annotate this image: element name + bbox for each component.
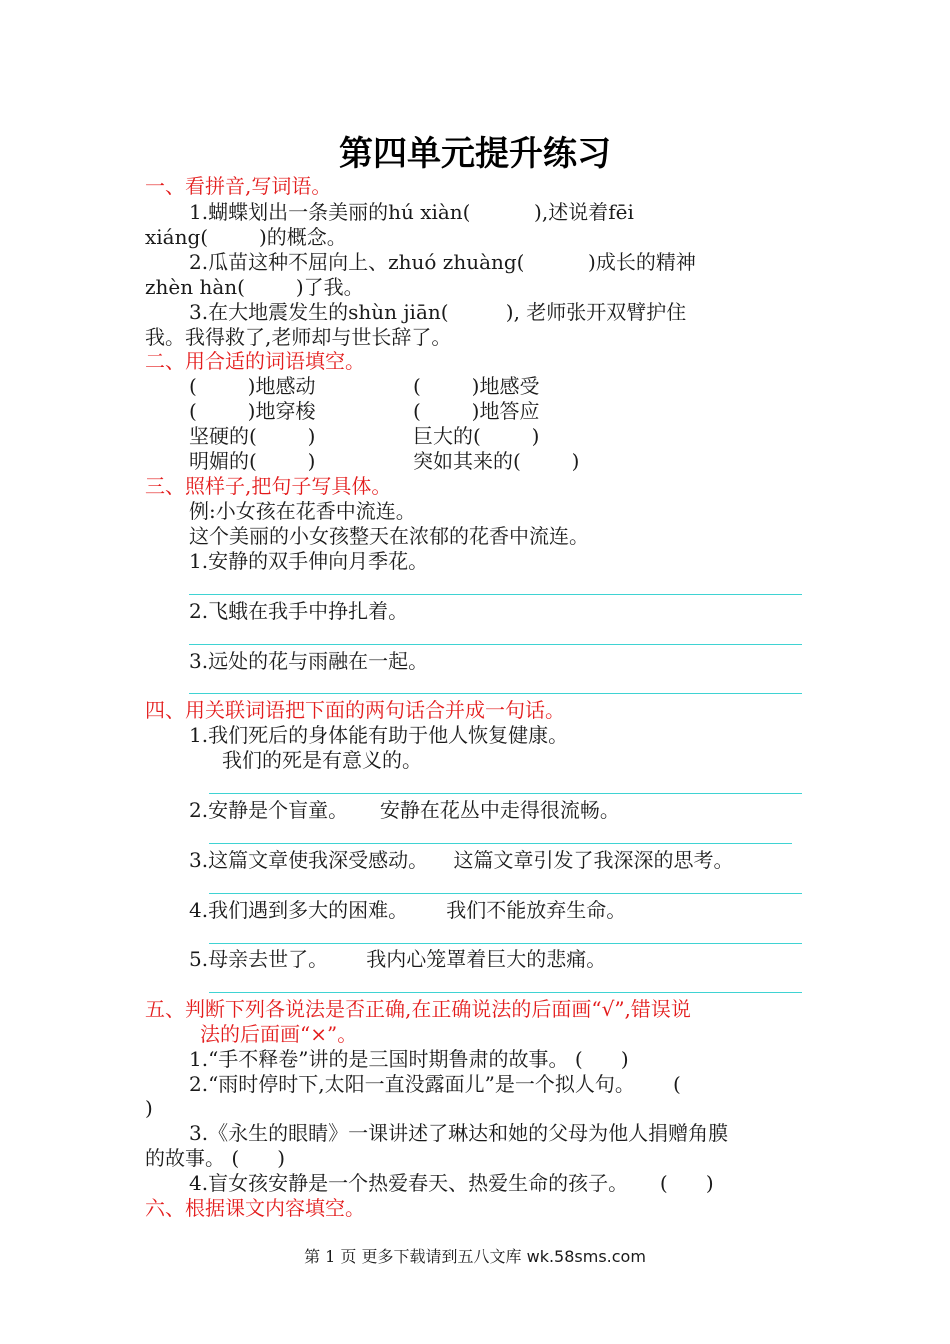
- answer-line[interactable]: [189, 693, 802, 694]
- s5-question-4: 4.盲女孩安静是一个热爱春天、热爱生命的孩子。 ( ): [189, 1171, 714, 1195]
- s1-line-6: 我。我得救了,老师却与世长辞了。: [145, 325, 452, 349]
- footer-site-link[interactable]: wk.58sms.com: [526, 1247, 646, 1266]
- s5-question-2: 2.“雨时停时下,太阳一直没露面儿”是一个拟人句。 (: [189, 1072, 681, 1096]
- s2-item-4: ( )地答应: [413, 399, 540, 423]
- s2-item-7: 明媚的( ): [189, 449, 316, 473]
- page-footer: [0, 1244, 950, 1267]
- section-5-heading-cont: 法的后面画“×”。: [200, 1022, 358, 1046]
- section-5-heading: 五、判断下列各说法是否正确,在正确说法的后面画“√”,错误说: [145, 997, 691, 1021]
- s2-item-5: 坚硬的( ): [189, 424, 316, 448]
- section-6-heading: 六、根据课文内容填空。: [145, 1196, 365, 1220]
- section-3-heading: 三、照样子,把句子写具体。: [145, 474, 392, 498]
- s5-question-2-cont: ): [145, 1096, 153, 1120]
- s3-question-3: 3.远处的花与雨融在一起。: [189, 649, 429, 673]
- s4-question-1b: 我们的死是有意义的。: [222, 748, 422, 772]
- s2-item-3: ( )地穿梭: [189, 399, 316, 423]
- answer-line[interactable]: [209, 843, 792, 844]
- answer-line[interactable]: [209, 793, 802, 794]
- s4-question-3: 3.这篇文章使我深受感动。 这篇文章引发了我深深的思考。: [189, 848, 734, 872]
- s2-item-6: 巨大的( ): [413, 424, 540, 448]
- s1-line-3: 2.瓜苗这种不屈向上、zhuó zhuàng( )成长的精神: [189, 250, 696, 274]
- page-title: 第四单元提升练习: [339, 134, 611, 174]
- s1-line-5: 3.在大地震发生的shùn jiān( ), 老师张开双臂护住: [189, 300, 687, 324]
- s5-question-3-cont: 的故事。 ( ): [145, 1146, 286, 1170]
- section-4-heading: 四、用关联词语把下面的两句话合并成一句话。: [145, 698, 565, 722]
- s4-question-2: 2.安静是个盲童。 安静在花丛中走得很流畅。: [189, 798, 620, 822]
- s5-question-3: 3.《永生的眼睛》一课讲述了琳达和她的父母为他人捐赠角膜: [189, 1121, 729, 1145]
- answer-line[interactable]: [209, 992, 802, 993]
- s3-question-1: 1.安静的双手伸向月季花。: [189, 549, 429, 573]
- answer-line[interactable]: [189, 594, 802, 595]
- s3-example-1: 例:小女孩在花香中流连。: [189, 499, 416, 523]
- s4-question-4: 4.我们遇到多大的困难。 我们不能放弃生命。: [189, 898, 627, 922]
- s2-item-2: ( )地感受: [413, 374, 540, 398]
- s1-line-2: xiáng( )的概念。: [145, 225, 347, 249]
- answer-line[interactable]: [189, 644, 802, 645]
- s1-line-4: zhèn hàn( )了我。: [145, 275, 364, 299]
- s3-example-2: 这个美丽的小女孩整天在浓郁的花香中流连。: [189, 524, 589, 548]
- s3-question-2: 2.飞蛾在我手中挣扎着。: [189, 599, 409, 623]
- answer-line[interactable]: [209, 943, 802, 944]
- footer-page-text: 第 1 页 更多下载请到五八文库: [304, 1247, 522, 1266]
- s2-item-1: ( )地感动: [189, 374, 316, 398]
- section-2-heading: 二、用合适的词语填空。: [145, 349, 365, 373]
- s5-question-1: 1.“手不释卷”讲的是三国时期鲁肃的故事。 ( ): [189, 1047, 629, 1071]
- s1-line-1: 1.蝴蝶划出一条美丽的hú xiàn( ),述说着fēi: [189, 200, 634, 224]
- s2-item-8: 突如其来的( ): [413, 449, 580, 473]
- answer-line[interactable]: [209, 893, 802, 894]
- section-1-heading: 一、看拼音,写词语。: [145, 174, 332, 198]
- s4-question-1a: 1.我们死后的身体能有助于他人恢复健康。: [189, 723, 569, 747]
- s4-question-5: 5.母亲去世了。 我内心笼罩着巨大的悲痛。: [189, 947, 607, 971]
